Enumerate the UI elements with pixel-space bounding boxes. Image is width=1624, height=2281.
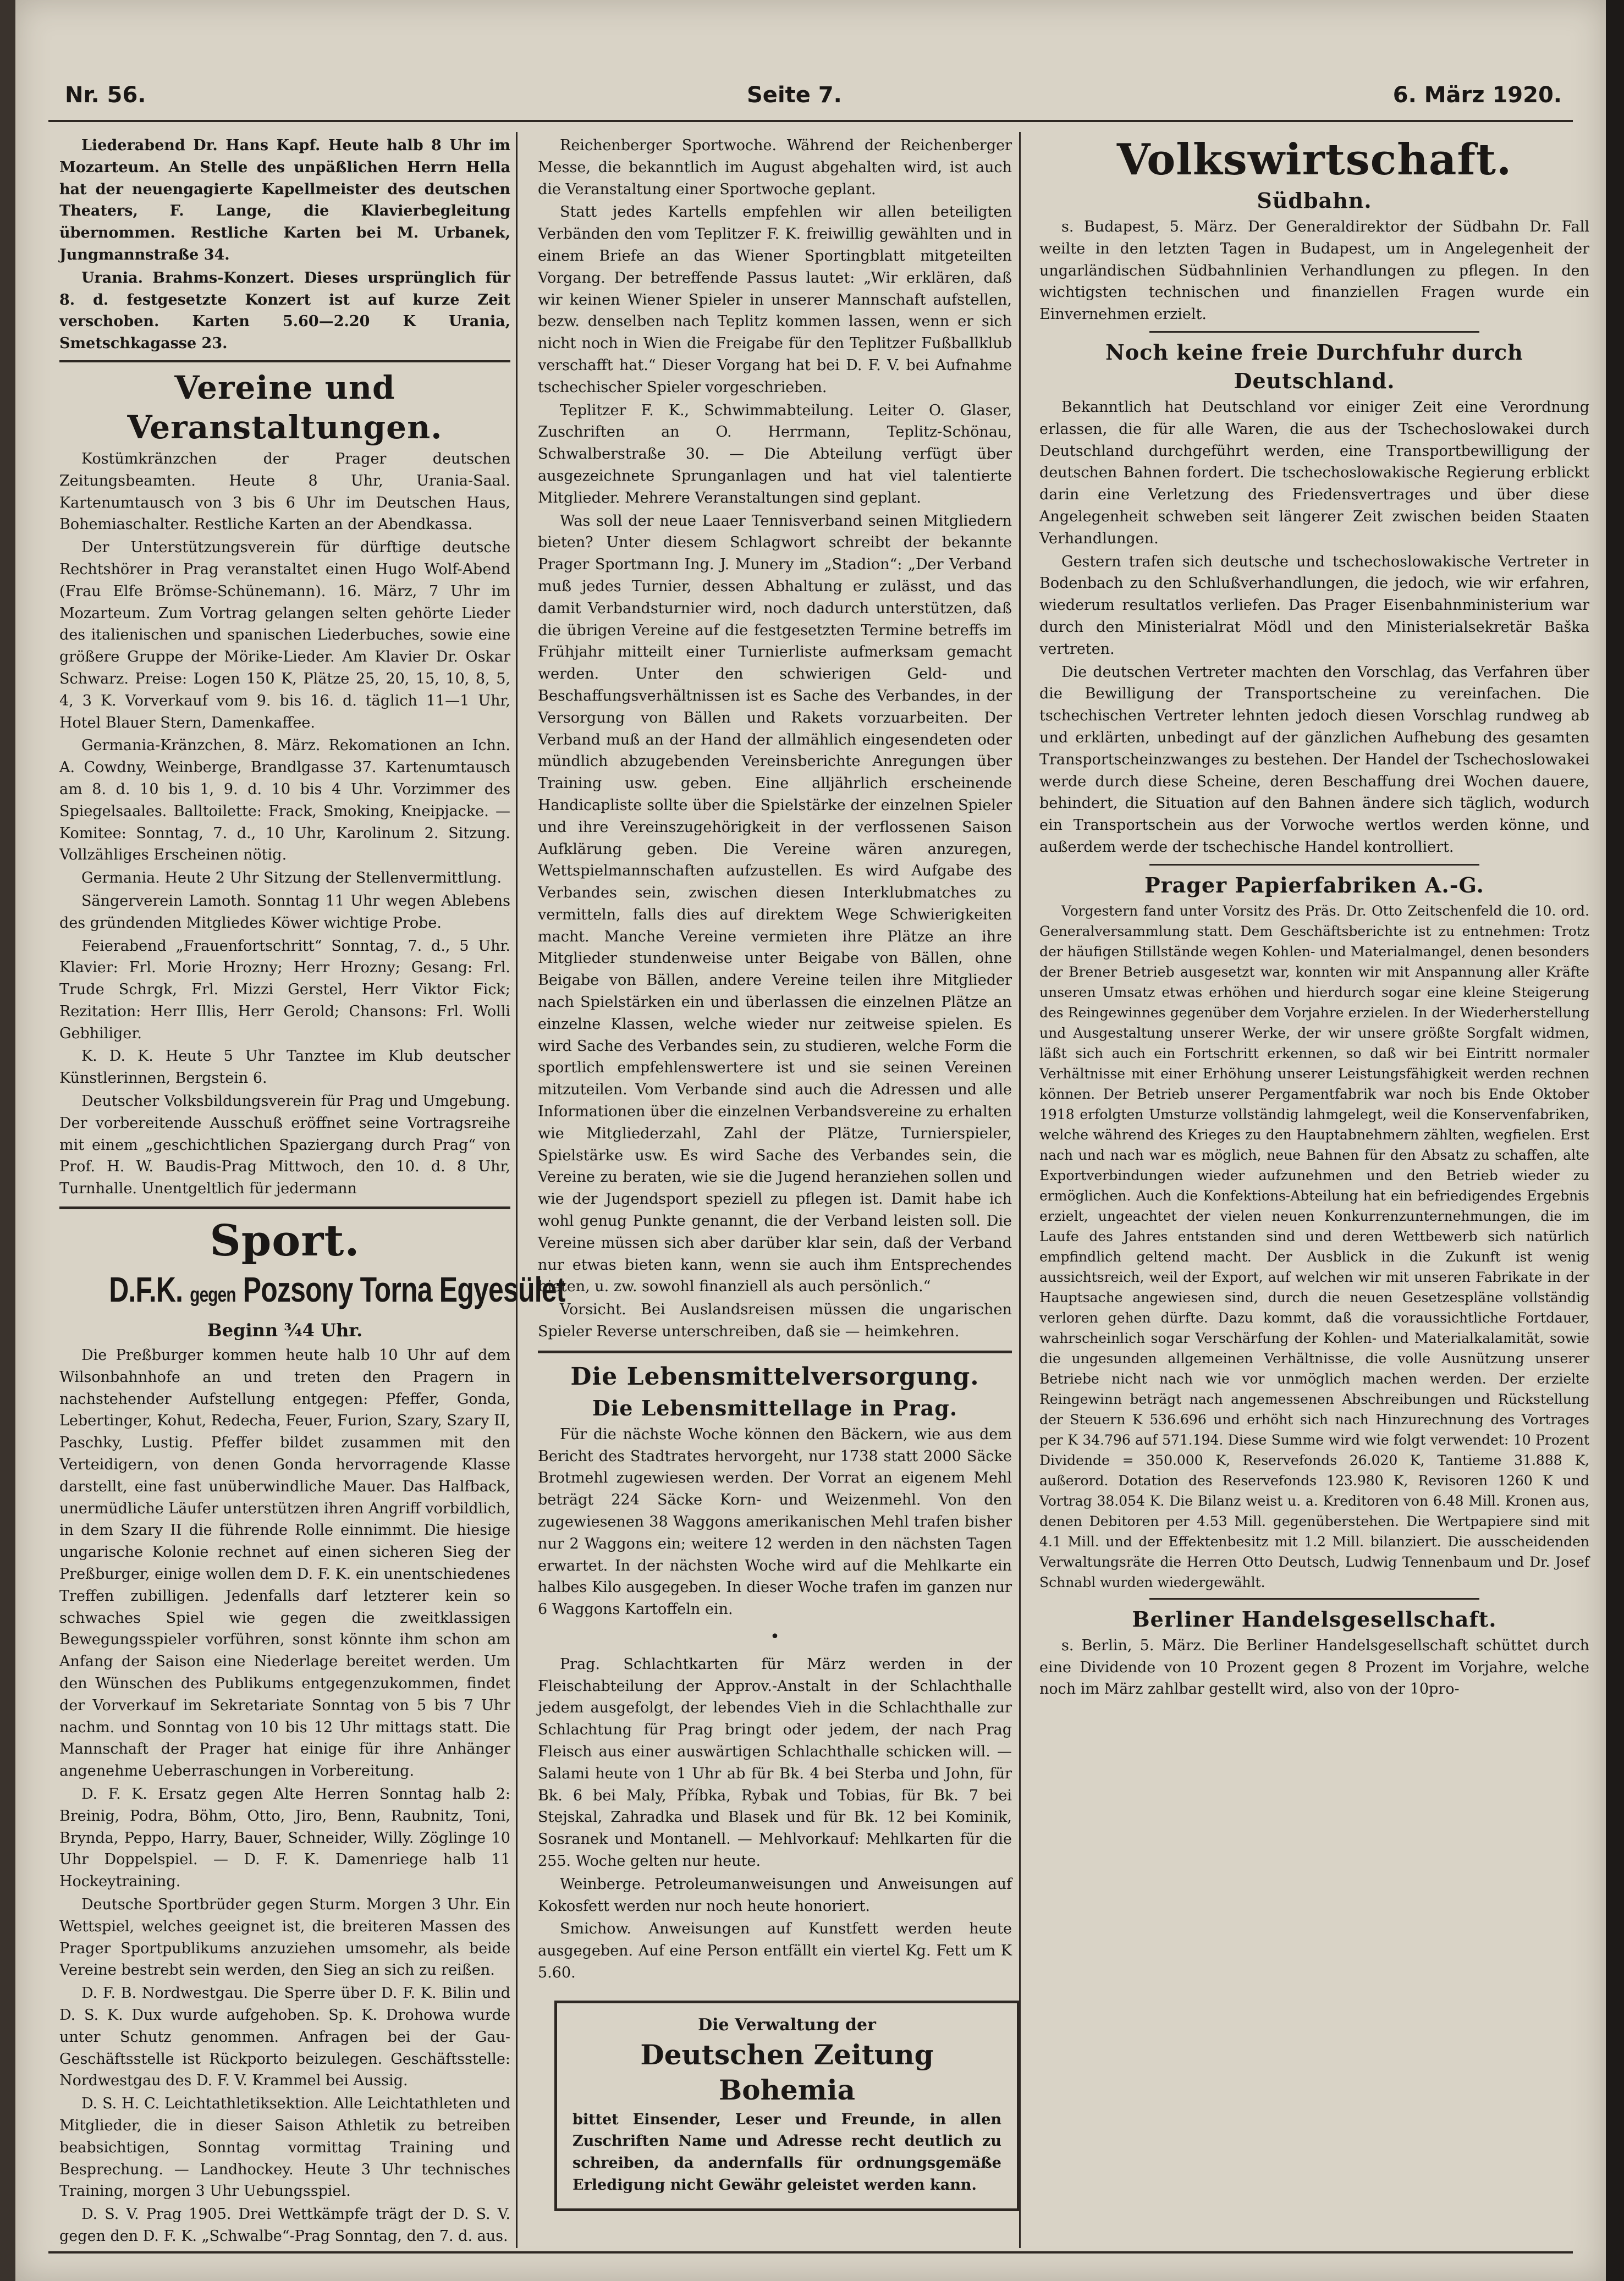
section-rule [59,1206,510,1209]
issue-date: 6. März 1920. [1392,82,1562,108]
article-tennisverband: Was soll der neue Laaer Tennisverband seinen Mitgliedern bieten? Unter diesem Schlagwort schreibt der bekannte Prager Sportmann Ing. J. Munery im „Stadion“: „Der Verband muß jedes Turnier, dessen Abhaltung er zulässt, und das damit Verbandsturnier wird, noch dadurch unterstützen, daß die übrigen Vereine auf die festgesetzten Termine betreffs im Frühjahr mitteilt einer Turnierliste aufmerksam gemacht werden. Unter den schwierigen Geld- und Beschaffungsverhältnissen ist es Sache des Verbandes, in der Versorgung von Bällen und Rakets vorzuarbeiten. Der Verband muß an der Hand der allmählich eingesendeten oder mündlich abzugebenden Vereinsberichte Anregungen über Training usw. geben. Eine alljährlich erscheinende Handicapliste sollte über die Spielstärke der einzelnen Spieler und ihre Vereinszugehörigkeit in der verflossenen Saison Aufklärung geben. Die Vereine wären anzuregen, Wettspielmannschaften aufzustellen. Es wird Aufgabe des Verbandes sein, zwischen diesen Interklubmatches zu vermitteln, falls dies auf direktem Wege Schwierigkeiten macht. Manche Vereine vermieten ihre Plätze an ihre Mitglieder stundenweise unter Beigabe von Bällen, ohne Beigabe von Bällen, andere Vereine teilen ihre Mitglieder nach Spielstärken ein und überlassen die einzelnen Plätze an einzelne Klassen, welche wieder nur zeitweise spielen. Es wird Sache des Verbandes sein, zu studieren, welche Form die sportlich empfehlenswertere ist und sie seinen Vereinen mitzuteilen. Vom Verbande sind auch die Adressen und alle Informationen über die einzelnen Verbandsvereine zu erhalten wie Mitgliederzahl, Zahl der Plätze, Turnierspieler, Spielstärke usw. Es wird Sache des Verbandes sein, die Vereine zu beraten, wie sie die Jugend heranziehen sollen und wie der Jugendsport speziell zu pflegen ist. Damit habe ich wohl genug Punkte genannt, die der Verband leisten soll. Die Vereine müssen sich aber darüber klar sein, daß der Verband nur etwas bieten kann, wenn sie auch ihm Entsprechendes bieten, u. zw. sowohl finanziell als auch persönlich.“ [538,512,1012,1296]
match-begin: Beginn ¾4 Uhr. [207,1320,363,1341]
article-dfb-nordwestgau: D. F. B. Nordwestgau. Die Sperre über D. F. K. Bilin und D. S. K. Dux wurde aufgehoben. Sp. K. Drohowa wurde unter Schutz genommen. Anfragen bei der Gau-Geschäftsstelle ist Rückporto beizulegen. Geschäftsstelle: Nordwestgau des D. F. V. Krammel bei Aussig. [59,1985,510,2090]
section-rule [538,1351,1012,1353]
article-durchfuhr-3: Die deutschen Vertreter machten den Vorschlag, das Verfahren über die Bewilligung der Transportscheine zu vereinfachen. Die tschechischen Vertreter lehnten jedoch diesen Vorschlag rundweg ab und erklärten, unbedingt auf der gänzlichen Aufhebung des gesamten Transportscheinzwanges zu bestehen. Der Handel der Tschechoslowakei werde durch diese Scheine, deren Beschaffung drei Wochen dauere, behindert, die Situation auf den Bahnen ändere sich täglich, wodurch ein Transportschein aus der Vorwoche wertlos werden könne, und außerdem werde der tschechische Handel kontrolliert. [1039,663,1589,856]
article-reichenberger: Reichenberger Sportwoche. Während der Reichenberger Messe, die bekanntlich im August abgehalten wird, ist auch die Veranstaltung einer Sportwoche geplant. [538,137,1012,198]
article-dshc: D. S. H. C. Leichtathletiksektion. Alle Leichtathleten und Mitglieder, die in dieser Saison Athletik zu betreiben beabsichtigen, Sonntag vormittag Training und Besprechung. — Landhockey. Heute 3 Uhr technisches Training, morgen 3 Uhr Uebungsspiel. [59,2095,510,2200]
article-feierabend: Feierabend „Frauenfortschritt“ Sonntag, 7. d., 5 Uhr. Klavier: Frl. Morie Hrozny; Herr Hrozny; Gesang: Frl. Trude Schrgk, Frl. Mizzi Gerstel, Herr Viktor Fick; Rezitation: Herr Illis, Herr Gerold; Chansons: Frl. Wolli Gebhiliger. [59,937,510,1042]
issue-number: Nr. 56. [65,82,146,108]
column-rule-2 [1019,132,1021,2248]
article-durchfuhr-2: Gestern trafen sich deutsche und tschechoslowakische Vertreter in Bodenbach zu den Schlußverhandlungen, die jedoch, wie wir erfahren, wiederum resultatlos verliefen. Das Prager Eisenbahnministerium war durch den Ministerialrat Mödl und den Ministerialsekretär Baška vertreten. [1039,553,1589,658]
article-kartells: Statt jedes Kartells empfehlen wir allen beteiligten Verbänden den vom Teplitzer F. K. freiwillig gewählten und in einem Briefe an das Wiener Sportingblatt mitgeteilten Vorgang. Der betreffende Passus lautet: „Wir erklären, daß wir keinen Wiener Spieler in unserer Mannschaft aufstellen, bezw. denselben nach Teplitz kommen lassen, wenn er sich nicht noch in Wien die Freigabe für den Teplitzer Fußballklub verschafft hat.“ Dieser Vorgang hat bei D. F. V. bei Aufnahme tschechischer Spieler vorgeschrieben. [538,203,1012,396]
column-1 [59,135,565,2249]
page-edge-right [1606,0,1624,2281]
match-headline [109,1268,565,1317]
match-team-b: Pozsony Torna Egyesület [243,1270,565,1310]
section-heading-sport: Sport. [210,1216,360,1266]
page-header [48,82,1573,115]
match-vs: gegen [190,1283,236,1307]
short-rule [1149,1598,1479,1600]
article-durchfuhr-1: Bekanntlich hat Deutschland vor einiger Zeit eine Verordnung erlassen, die für alle Waren, die aus der Tschechoslowakei durch Deutschland durchgeführt werden, eine Transportbewilligung der deutschen Bahnen fordert. Die tschechoslowakische Regierung erblickt darin eine Verletzung des Friedensvertrages und über diese Angelegenheit schweben seit längerer Zeit zwischen beiden Staaten Verhandlungen. [1039,398,1589,547]
section-heading-volkswirtschaft: Volkswirtschaft. [1116,135,1512,185]
notice-text: bittet Einsender, Leser und Freunde, in allen Zuschriften Name und Adresse recht deutlich zu schreiben, da andernfalls für ordnungsgemäße Erledigung nicht Gewähr geleistet werden kann. [572,2111,1001,2194]
article-saengerverein: Sängerverein Lamoth. Sonntag 11 Uhr wegen Ablebens des gründenden Mitgliedes Köwer wichtige Probe. [59,892,510,932]
short-rule [1149,864,1479,866]
section-heading-vereine: Vereine und Veranstaltungen. [127,368,443,446]
separator-dot: • [770,1627,780,1646]
short-rule [1149,331,1479,333]
subheading-berliner: Berliner Handelsgesellschaft. [1132,1606,1497,1632]
match-team-a: D.F.K. [109,1270,183,1310]
header-rule [48,120,1573,122]
column-3 [1039,135,1589,1701]
page-edge-left [0,0,15,2281]
article-teplitzer-fk: Teplitzer F. K., Schwimmabteilung. Leiter O. Glaser, Zuschriften an O. Herrmann, Teplitz-Schönau, Schwalberstraße 30. — Die Abteilung verfügt über ausgezeichnete Sprunganlagen und hat viel talentierte Mitglieder. Mehrere Veranstaltungen sind geplant. [538,401,1012,506]
article-germania-kraenzchen: Germania-Kränzchen, 8. März. Rekomationen an Ichn. A. Cowdny, Weinberge, Brandlgasse 37. Kartenumtausch am 8. d. 10 bis 1, 9. d. 10 bis 4 Uhr. Vorzimmer des Spiegelsaales. Balltoilette: Frack, Smoking, Kneipjacke. — Komitee: Sonntag, 7. d., 10 Uhr, Karolinum 2. Sitzung. Vollzähliges Erscheinen nötig. [59,737,510,864]
section-heading-lebensmittel: Die Lebensmittelversorgung. [570,1362,979,1391]
article-kostuemkraenzchen: Kostümkränzchen der Prager deutschen Zeitungsbeamten. Heute 8 Uhr, Urania-Saal. Kartenumtausch von 3 bis 6 Uhr im Deutschen Haus, Bohemiaschalter. Restliche Karten an der Abendkassa. [59,450,510,533]
article-volksbildungsverein: Deutscher Volksbildungsverein für Prag und Umgebung. Der vorbereitende Ausschuß eröffnet seine Vortragsreihe mit einem „geschichtlichen Spaziergang durch Prag“ von Prof. H. W. Baudis-Prag Mittwoch, den 10. d. 8 Uhr, Turnhalle. Unentgeltlich für jedermann [59,1093,510,1198]
footer-rule [48,2251,1573,2254]
article-germania: Germania. Heute 2 Uhr Sitzung der Stellenvermittlung. [81,869,502,887]
article-papierfabriken: Vorgestern fand unter Vorsitz des Präs. Dr. Otto Zeitschenfeld die 10. ord. Generalversammlung statt. Dem Geschäftsberichte ist zu entnehmen: Trotz der häufigen Stillstände wegen Kohlen- und Materialmangel, denen besonders der Brener Betrieb ausgesetzt war, konnten wir mit Anspannung aller Kräfte unseren Umsatz etwas erhöhen und hierdurch sogar eine kleine Steigerung des Reingewinnes gegenüber dem Vorjahre erzielen. In der Wiederherstellung und Ausgestaltung unserer Werke, der wir unsere größte Sorgfalt widmen, läßt sich auch ein Fortschritt erkennen, so daß wir bei Eintritt normaler Verhältnisse mit einer Erhöhung unserer Leistungsfähigkeit werden rechnen können. Der Betrieb unserer Pergamentfabrik war noch bis Ende Oktober 1918 erfolgten Umsturze vollständig lahmgelegt, weil die Konservenfabriken, welche während des Krieges zu den Hauptabnehmern zählten, wegfielen. Erst nach und nach war es möglich, neue Bahnen für den Absatz zu schaffen, alte Exportverbindungen wieder aufzunehmen und den Betrieb wieder zu ermöglichen. Auch die Konfektions-Abteilung hat ein befriedigendes Ergebnis erzielt, ungeachtet der vielen neuen Konkurrenzunternehmungen, die im Laufe des Jahres entstanden sind und deren Wettbewerb sich natürlich empfindlich geltend macht. Der Ausblick in die Zukunft ist wenig aussichtsreich, weil der Export, auf welchen wir mit unseren Fabrikate in der Hauptsache angewiesen sind, durch die neuen Gesetzespläne vollständig verloren gehen dürfte. Dazu kommt, daß die voraussichtliche Fortdauer, wahrscheinlich sogar Verschärfung der Kohlen- und Materialkalamität, sowie die ungesunden allgemeinen Verhältnisse, die volle Ausnützung unserer Betriebe nicht nach wie vor unmöglich machen werden. Der erzielte Reingewinn beträgt nach angemessenen Abschreibungen und Rückstellung der Steuern K 536.696 und erhöht sich nach Hinzurechnung des Vortrages per K 34.796 auf 571.194. Diese Summe wird wie folgt verwendet: 10 Prozent Dividende = 350.000 K, Reservefonds 26.020 K, Tantieme 31.888 K, außerord. Dotation des Reservefonds 123.980 K, Revisoren 1260 K und Vortrag 38.054 K. Die Bilanz weist u. a. Kreditoren von 6.48 Mill. Kronen aus, denen Debitoren per 4.53 Mill. gegenüberstehen. Die Wertpapiere sind mit 4.1 Mill. und der Effektenbesitz mit 1.2 Mill. bilanziert. Die ausscheidenden Verwaltungsräte die Herren Otto Deutsch, Ludwig Tennenbaum und Dr. Josef Schnabl wurden wiedergewählt. [1039,902,1589,1590]
notice-line-2: Deutschen Zeitung Bohemia [640,2038,934,2106]
page-number: Seite 7. [747,82,842,108]
article-urania: Urania. Brahms-Konzert. Dieses ursprünglich für 8. d. festgesetzte Konzert ist auf kurze Zeit verschoben. Karten 5.60—2.20 K Urania, Smetschkagasse 23. [59,269,510,352]
article-liederabend: Liederabend Dr. Hans Kapf. Heute halb 8 Uhr im Mozarteum. An Stelle des unpäßlichen Herrn Hella hat der neuengagierte Kapellmeister des deutschen Theaters, F. Lange, die Klavierbegleitung übernommen. Restliche Karten bei M. Urbanek, Jungmannstraße 34. [59,137,510,263]
subheading-suedbahn: Südbahn. [1257,188,1372,213]
article-berliner: s. Berlin, 5. März. Die Berliner Handelsgesellschaft schüttet durch eine Dividende von 10 Prozent gegen 8 Prozent im Vorjahre, welche noch im März zahlbar gestellt wird, also von der 10pro- [1039,1637,1589,1698]
article-kdk: K. D. K. Heute 5 Uhr Tanztee im Klub deutscher Künstlerinnen, Bergstein 6. [59,1048,510,1087]
article-weinberge: Weinberge. Petroleumanweisungen und Anweisungen auf Kokosfett werden nur noch heute honoriert. [538,1875,1012,1915]
article-schlachtkarten: Prag. Schlachtkarten für März werden in der Fleischabteilung der Approv.-Anstalt in der Schlachthalle jedem ausgefolgt, der lebendes Vieh in die Schlachthalle zur Schlachtung für Prag bringt oder jedem, der nach Prag Fleisch aus einer auswärtigen Schlachthalle schicken will. — Salami heute von 1 Uhr ab für Bk. 4 bei Sterba und John, für Bk. 6 bei Maly, Příbka, Rybak und Tobias, für Bk. 7 bei Stejskal, Zahradka und Blasek und für Bk. 12 bei Kominik, Sosranek und Montanell. — Mehlvorkauf: Mehlkarten für die 255. Woche gelten nur heute. [538,1655,1012,1870]
article-smichow: Smichow. Anweisungen auf Kunstfett werden heute ausgegeben. Auf eine Person entfällt ein viertel Kg. Fett um K 5.60. [538,1920,1012,1981]
article-vorsicht: Vorsicht. Bei Auslandsreisen müssen die ungarischen Spieler Reverse unterschreiben, daß sie — heimkehren. [538,1301,1012,1341]
article-hugo-wolf-abend: Der Unterstützungsverein für dürftige deutsche Rechtshörer in Prag veranstaltet einen Hugo Wolf-Abend (Frau Elfe Brömse-Schünemann). 16. März, 7 Uhr im Mozarteum. Zum Vortrag gelangen selten gehörte Lieder des italienischen und spanischen Liederbuches, sowie eine größere Gruppe der Mörike-Lieder. Am Klavier Dr. Oskar Schwarz. Preise: Logen 150 K, Plätze 25, 20, 15, 10, 8, 5, 4, 3 K. Vorverkauf vom 9. bis 16. d. täglich 11—1 Uhr, Hotel Blauer Stern, Damenkaffee. [59,539,510,731]
subheading-durchfuhr: Noch keine freie Durchfuhr durch Deutschland. [1105,339,1523,393]
section-rule [59,360,510,362]
column-rule-1 [516,132,518,2248]
article-dfk-ersatz: D. F. K. Ersatz gegen Alte Herren Sonntag halb 2: Breinig, Podra, Böhm, Otto, Jiro, Benn, Raubnitz, Toni, Brynda, Peppo, Harry, Bauer, Schneider, Willy. Zöglinge 10 Uhr Doppelspiel. — D. F. K. Damenriege halb 11 Hockeytraining. [59,1786,510,1891]
article-suedbahn: s. Budapest, 5. März. Der Generaldirektor der Südbahn Dr. Fall weilte in den letzten Tagen in Budapest, um in Angelegenheit der ungarländischen Südbahnlinien Verhandlungen zu pflegen. In den wichtigsten technischen und finanziellen Fragen wurde ein Einvernehmen erzielt. [1039,218,1589,323]
newspaper-page [15,0,1606,2281]
article-sportbrueder: Deutsche Sportbrüder gegen Sturm. Morgen 3 Uhr. Ein Wettspiel, welches geeignet ist, die breiteren Massen des Prager Sportpublikums anzuziehen umsomehr, als beide Vereine bestrebt sein werden, den Sieg an sich zu reißen. [59,1896,510,1979]
column-2 [538,135,1012,2211]
subheading-papierfabriken: Prager Papierfabriken A.-G. [1144,872,1484,897]
notice-line-1: Die Verwaltung der [698,2015,876,2035]
subheading-lebensmittellage: Die Lebensmittellage in Prag. [592,1395,958,1420]
article-dsv-prag: D. S. V. Prag 1905. Drei Wettkämpfe trägt der D. S. V. gegen den D. F. K. „Schwalbe“-Prag Sonntag, den 7. d. aus. [59,2206,510,2245]
article-baecker: Für die nächste Woche können den Bäckern, wie aus dem Bericht des Stadtrates hervorgeht, nur 1738 statt 2000 Säcke Brotmehl zugewiesen werden. Der Vorrat an eigenem Mehl beträgt 224 Säcke Korn- und Weizenmehl. Von den zugewiesenen 38 Waggons amerikanischen Mehl trafen bisher nur 2 Waggons ein; weitere 12 werden in den nächsten Tagen erwartet. In der nächsten Woche wird auf die Mehlkarte ein halbes Kilo ausgegeben. In dieser Woche trafen im ganzen nur 6 Waggons Kartoffeln ein. [538,1425,1012,1618]
bohemia-notice-box [554,2001,1020,2211]
article-pressburger: Die Preßburger kommen heute halb 10 Uhr auf dem Wilsonbahnhofe an und treten den Pragern in nachstehender Aufstellung entgegen: Pfeffer, Gonda, Lebertinger, Kohut, Redecha, Feuer, Furion, Szary, Szary II, Paschky, Lustig. Pfeffer bildet zusammen mit den Verteidigern, von denen Gonda hervorragende Klasse darstellt, eine fast unüberwindliche Mauer. Das Halfback, unermüdliche Läufer unterstützen ihren Angriff vorbildlich, in dem Szary II die führende Rolle einnimmt. Die hiesige ungarische Kolonie rechnet auf einen sicheren Sieg der Preßburger, einige wollen dem D. F. K. ein unentschiedenes Treffen zubilligen. Jedenfalls darf letzterer kein so schwaches Spiel wie gegen die zweitklassigen Bewegungsspieler vorführen, sonst könnte ihm schon am Anfang der Saison eine Niederlage bereitet werden. Um den Wünschen des Publikums entgegenzukommen, findet der Vorverkauf im Sekretariate Sonntag von 5 bis 7 Uhr nachm. und Sonntag von 10 bis 12 Uhr mittags statt. Die Mannschaft der Prager hat einige für ihre Anhänger angenehme Ueberraschungen in Vorbereitung. [59,1347,510,1780]
